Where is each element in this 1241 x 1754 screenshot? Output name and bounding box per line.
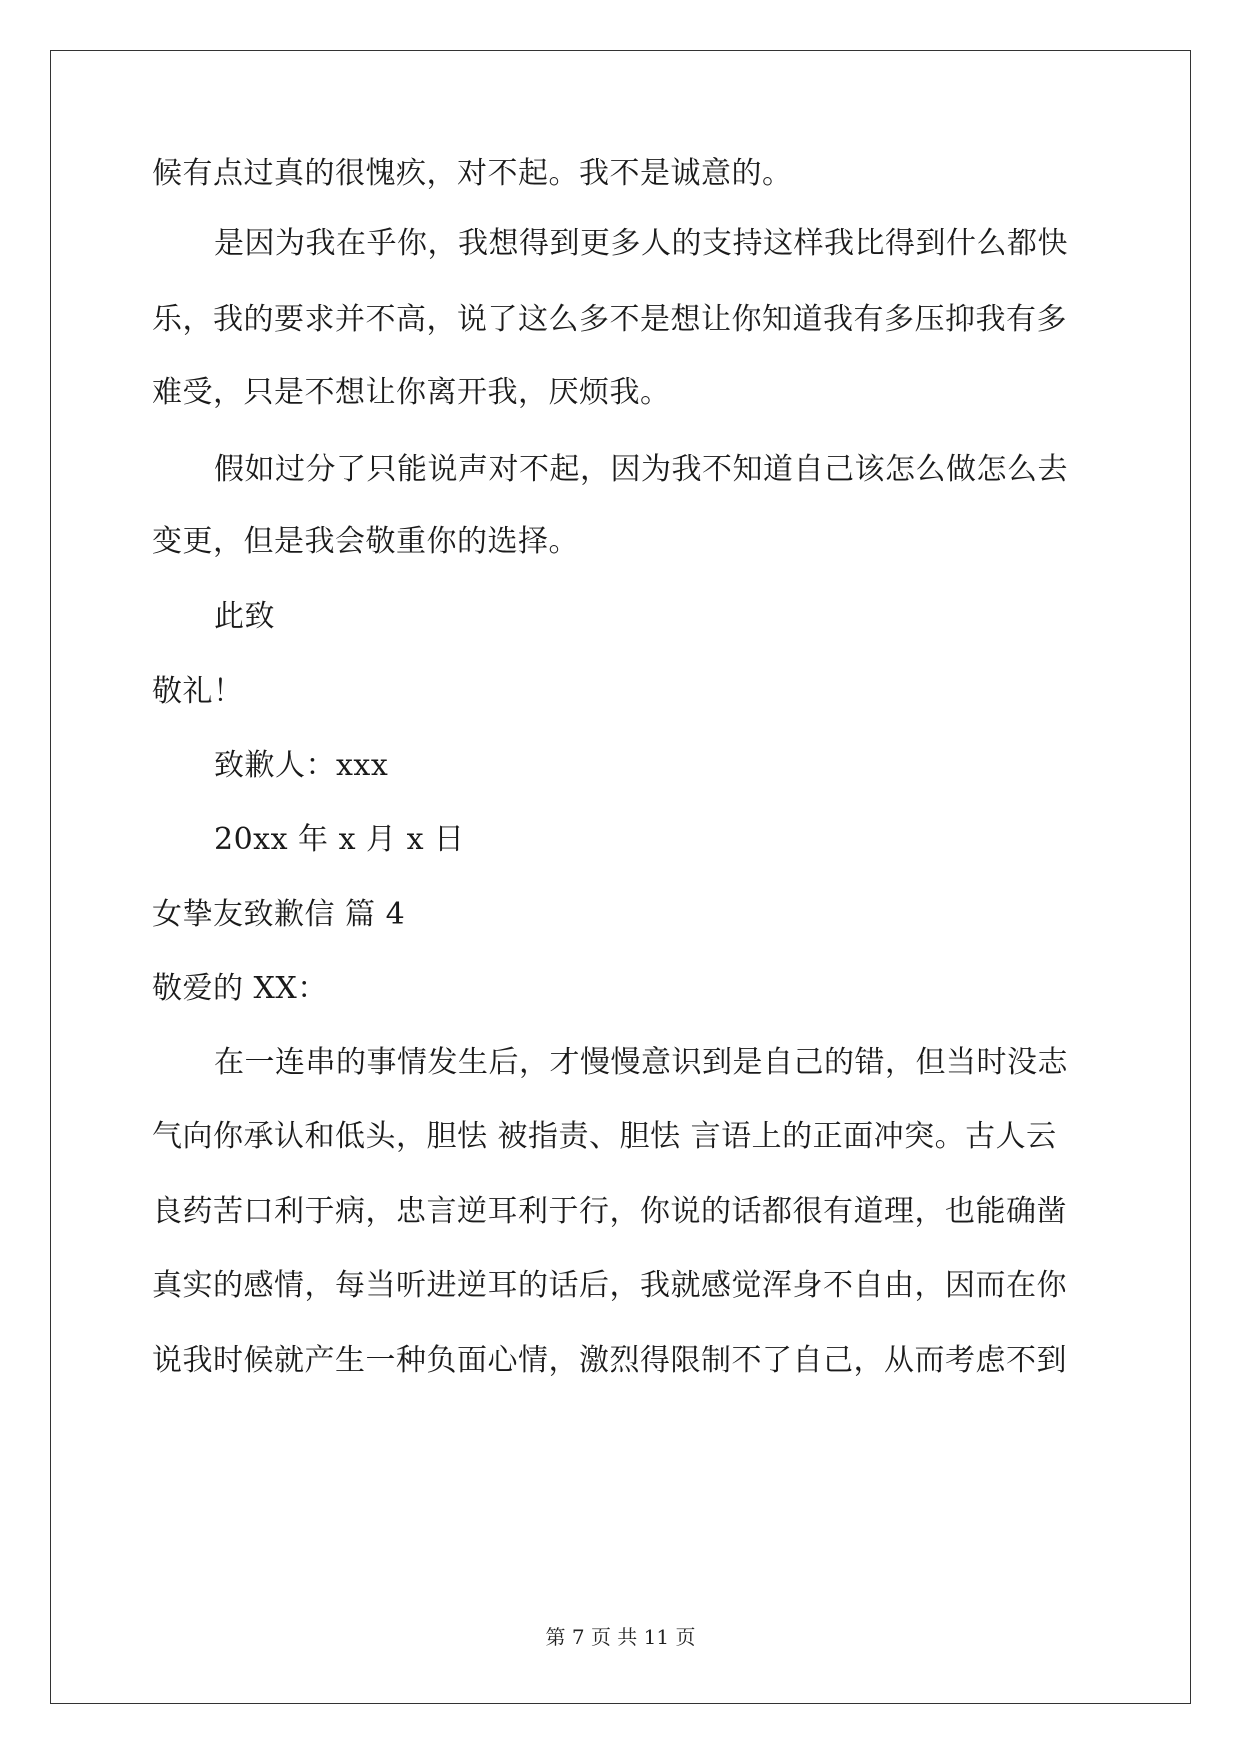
text-line: 难受，只是不想让你离开我，厌烦我。 bbox=[152, 375, 671, 410]
page-number: 第 7 页 共 11 页 bbox=[545, 1625, 696, 1649]
date-line: 20xx 年 x 月 x 日 bbox=[214, 822, 465, 857]
greeting-line: 敬爱的 XX： bbox=[152, 971, 328, 1006]
text-line: 候有点过真的很愧疚，对不起。我不是诚意的。 bbox=[152, 156, 793, 191]
text-line: 气向你承认和低头，胆怯 被指责、胆怯 言语上的正面冲突。古人云 bbox=[152, 1119, 1057, 1154]
text-line: 良药苦口利于病，忠言逆耳利于行，你说的话都很有道理，也能确凿 bbox=[152, 1194, 1067, 1229]
text-line: 真实的感情，每当听进逆耳的话后，我就感觉浑身不自由，因而在你 bbox=[152, 1268, 1067, 1303]
text-line: 变更，但是我会敬重你的选择。 bbox=[152, 524, 579, 559]
text-line: 是因为我在乎你，我想得到更多人的支持这样我比得到什么都快 bbox=[214, 226, 1068, 261]
section-heading: 女挚友致歉信 篇 4 bbox=[152, 897, 406, 932]
text-line: 乐，我的要求并不高，说了这么多不是想让你知道我有多压抑我有多 bbox=[152, 302, 1067, 337]
text-line: 说我时候就产生一种负面心情，激烈得限制不了自己，从而考虑不到 bbox=[152, 1343, 1067, 1378]
signature-line: 致歉人：xxx bbox=[214, 748, 389, 783]
page-border bbox=[50, 50, 1191, 1704]
closing-salutation: 此致 bbox=[214, 599, 275, 634]
text-line: 假如过分了只能说声对不起，因为我不知道自己该怎么做怎么去 bbox=[214, 452, 1068, 487]
text-line: 在一连串的事情发生后，才慢慢意识到是自己的错，但当时没志 bbox=[214, 1045, 1068, 1080]
closing-regards: 敬礼！ bbox=[152, 674, 244, 709]
